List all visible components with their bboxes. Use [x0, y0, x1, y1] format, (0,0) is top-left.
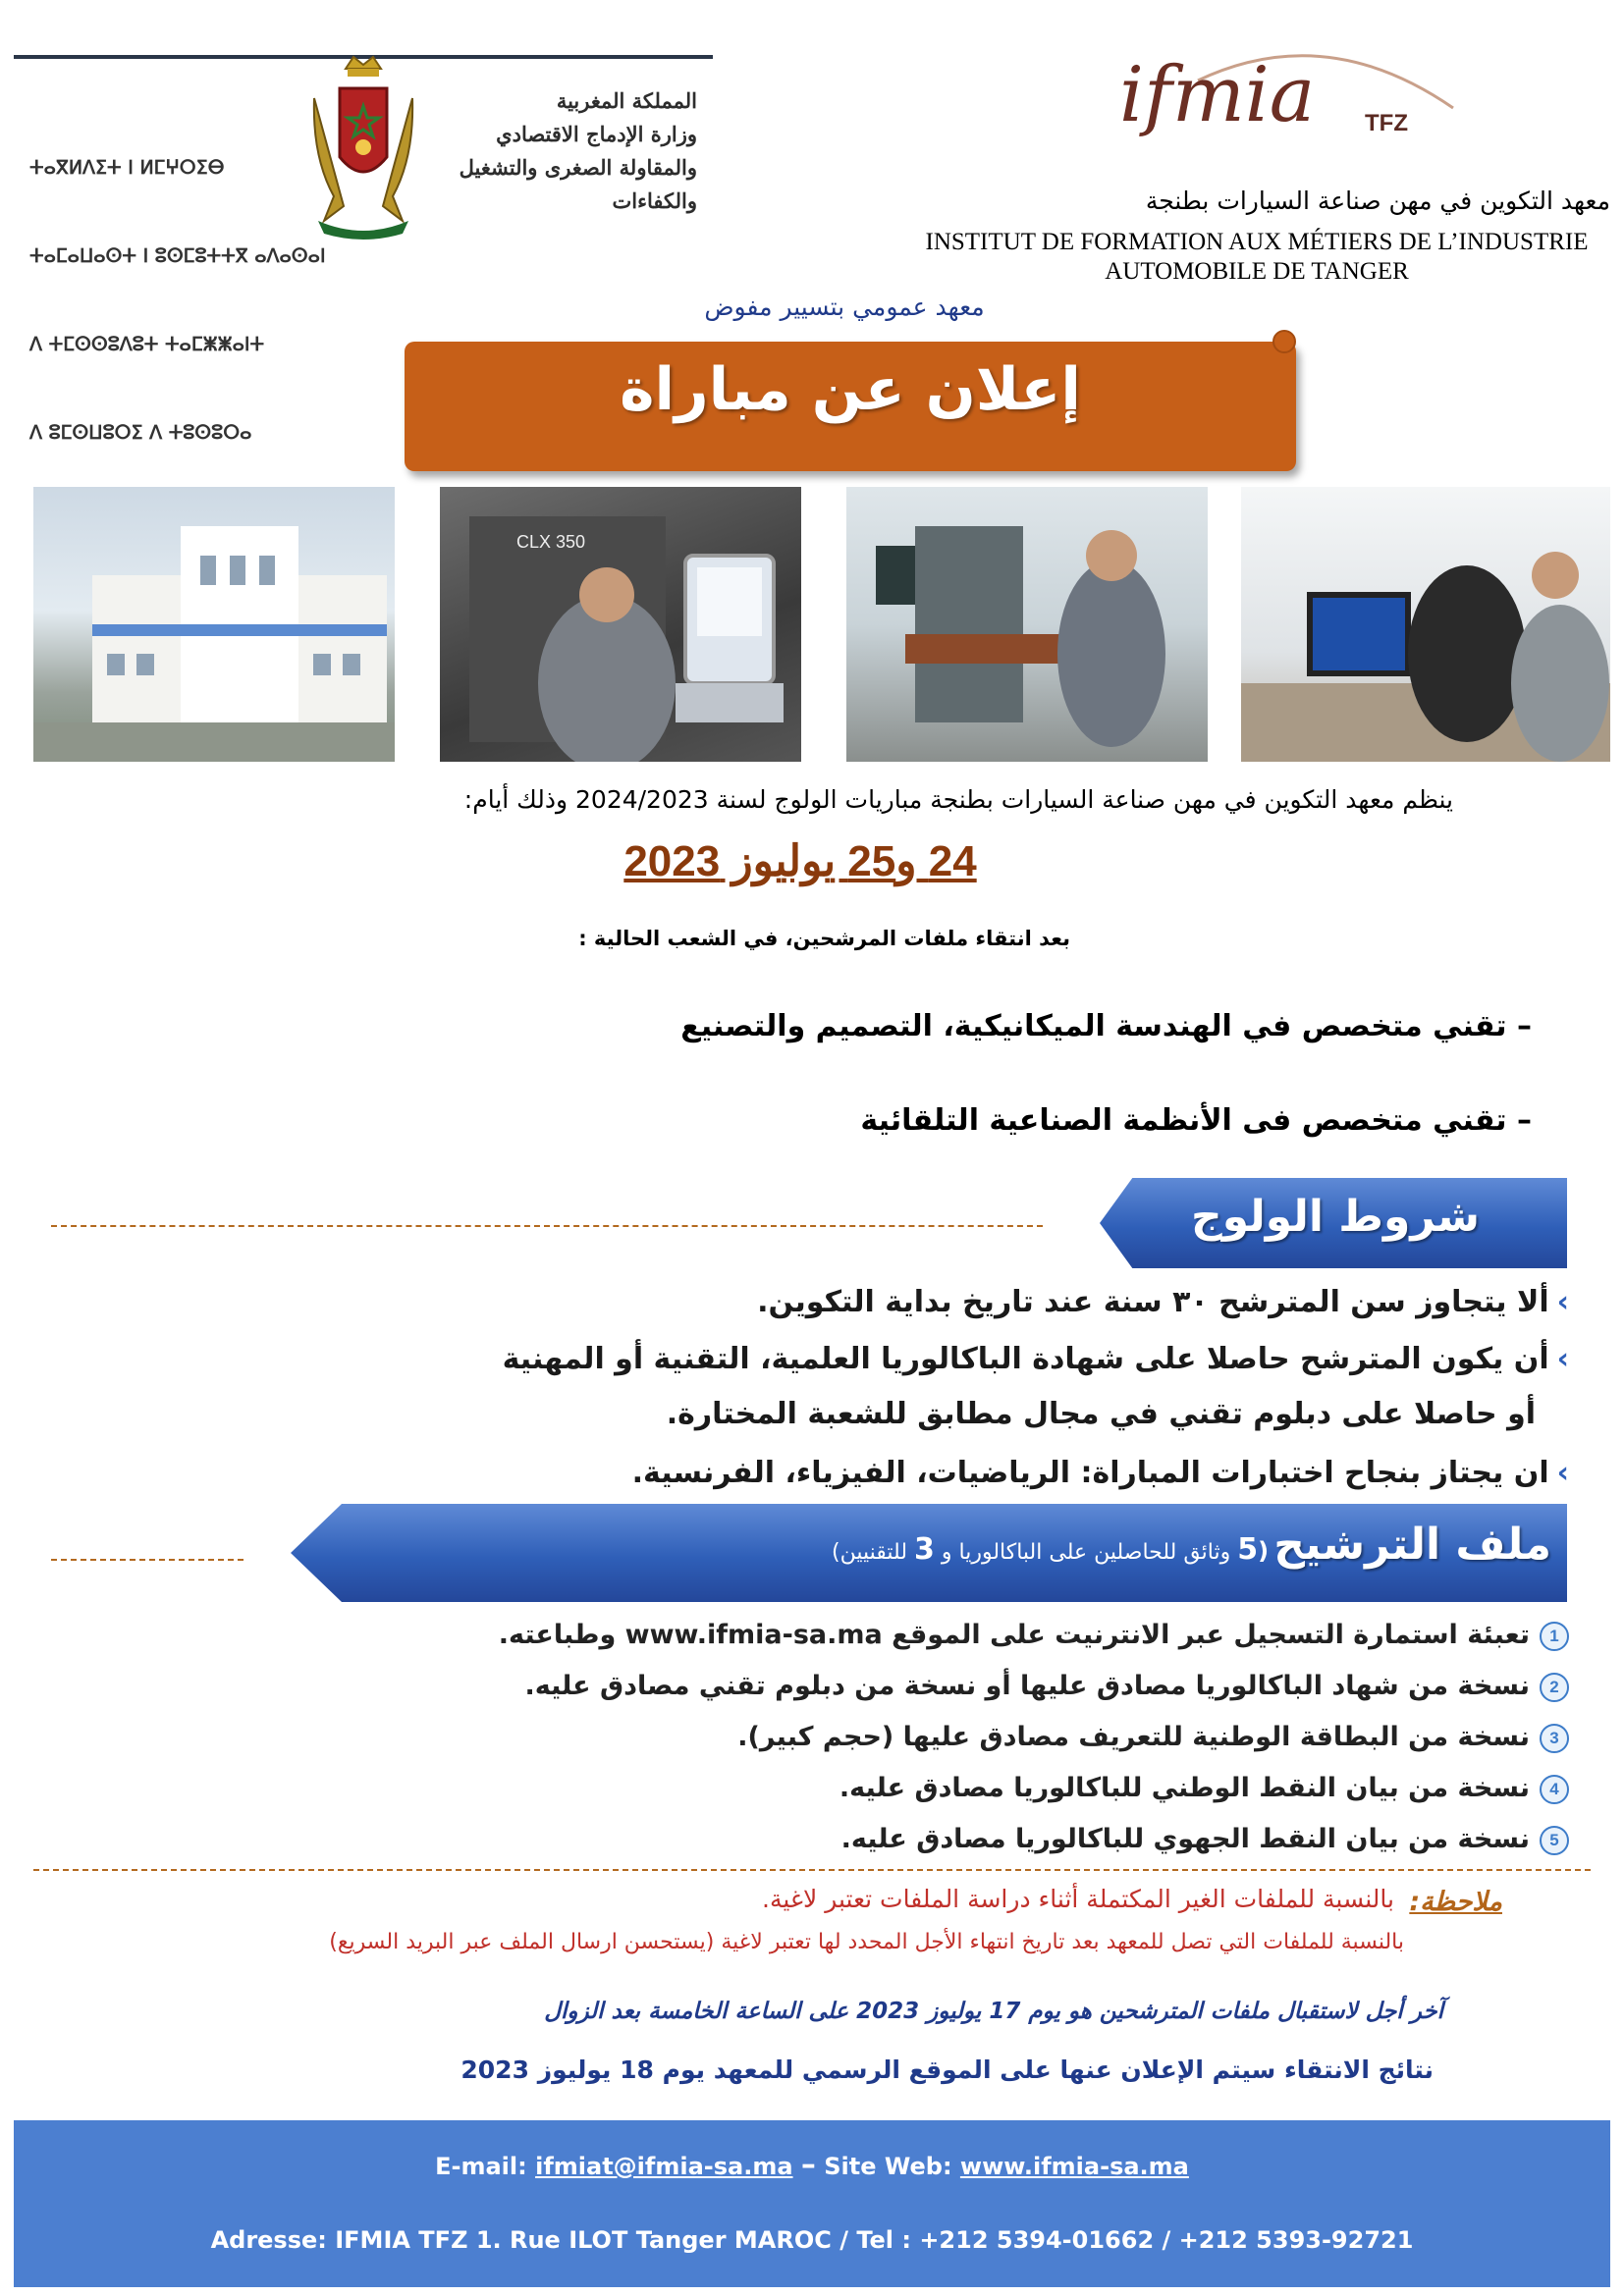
ifmia-logo-tfz: TFZ [1365, 110, 1408, 136]
condition-item-continued [416, 1392, 1536, 1437]
cnc-machine-photo [440, 487, 801, 762]
site-label: Site Web: [824, 2153, 952, 2180]
footer-contact-line [14, 2148, 1610, 2182]
condition-item [450, 1337, 1569, 1382]
dossier-subtitle: وثائق للحاصلين على الباكالوريا و [934, 1540, 1238, 1565]
document-text: نسخة من البطاقة الوطنية للتعريف مصادق عليها (حجم كبير). [737, 1722, 1530, 1752]
banner-title: إعلان عن مباراة [620, 355, 1081, 424]
kingdom-ministry-text [432, 84, 697, 218]
number-circle-icon: 4 [1540, 1775, 1569, 1804]
footer-separator: – [800, 2148, 816, 2182]
ifmia-logo: ifmia [1119, 51, 1316, 139]
email-link[interactable]: ifmiat@ifmia-sa.ma [535, 2153, 793, 2180]
document-text: تعبئة استمارة التسجيل عبر الانترنيت على الموقع www.ifmia-sa.ma وطباعته. [498, 1620, 1530, 1650]
institute-fr-line-1: INSTITUT DE FORMATION AUX MÉTIERS DE L’INDUSTRIE [925, 229, 1589, 255]
condition-item [450, 1280, 1569, 1325]
document-item [391, 1714, 1569, 1761]
section-divider [33, 1869, 1591, 1871]
coat-of-arms-emblem [304, 49, 422, 245]
number-circle-icon: 2 [1540, 1673, 1569, 1702]
milling-machine-photo [846, 487, 1208, 762]
dossier-title: ملف الترشيح [1273, 1520, 1551, 1570]
specialty-item: – تقني متخصص فى الأنظمة الصناعية التلقائية [860, 1103, 1532, 1138]
footer-address: Adresse: IFMIA TFZ 1. Rue ILOT Tanger MAROC / Tel : +212 5394-01662 / +212 5393-92721 [210, 2226, 1414, 2254]
dossier-count-tech: 3 [914, 1532, 935, 1567]
condition-text: ان يجتاز بنجاح اختبارات المباراة: الرياضيات، الفيزياء، الفرنسية. [631, 1456, 1549, 1490]
selection-note: بعد انتقاء ملفات المرشحين، في الشعب الحالية : [578, 927, 1070, 950]
contact-footer [14, 2120, 1610, 2287]
kingdom-line-1: المملكة المغربية [556, 88, 697, 113]
dossier-count-bac: 5 [1237, 1532, 1259, 1567]
section-divider [51, 1559, 244, 1561]
exam-date: 24 و25 يوليوز 2023 [623, 837, 977, 885]
document-item [391, 1612, 1569, 1659]
chevron-right-icon: › [1556, 1285, 1569, 1319]
number-circle-icon: 5 [1540, 1826, 1569, 1855]
tifinagh-ministry-text [29, 94, 326, 477]
cnc-machine-label: CLX 350 [516, 532, 586, 552]
deadline-text: آخر أجل لاستقبال ملفات المترشحين هو يوم 17 يوليوز 2023 على الساعة الخامسة بعد الزوال [544, 1999, 1443, 2024]
intro-text: ينظم معهد التكوين في مهن صناعة السيارات بطنجة مباريات الولوج لسنة 2024/2023 وذلك أيام: [463, 785, 1453, 814]
email-label: E-mail: [435, 2153, 527, 2180]
note-line-2: بالنسبة للملفات التي تصل للمعهد بعد تاريخ انتهاء الأجل المحدد لها تعتبر لاغية (يستحسن ارسال الملف عبر البريد السريع) [329, 1930, 1404, 1954]
document-item [391, 1765, 1569, 1812]
public-status-label: معهد عمومي بتسيير مفوض [704, 293, 985, 321]
institute-building-photo [33, 487, 395, 762]
note-line-1: بالنسبة للملفات الغير المكتملة أثناء دراسة الملفات تعتبر لاغية. [762, 1885, 1394, 1913]
document-item [391, 1663, 1569, 1710]
kingdom-line-3: والمقاولة الصغرى والتشغيل والكفاءات [459, 155, 697, 213]
dossier-subtitle-end: للتقنيين) [832, 1540, 915, 1565]
chevron-right-icon: › [1556, 1342, 1569, 1376]
institute-name-arabic: معهد التكوين في مهن صناعة السيارات بطنجة [1145, 187, 1610, 215]
note-label: ملاحظة: [1409, 1887, 1502, 1917]
document-item [391, 1816, 1569, 1863]
condition-text: أو حاصلا على دبلوم تقني في مجال مطابق للشعبة المختارة. [666, 1397, 1536, 1431]
number-circle-icon: 3 [1540, 1724, 1569, 1753]
document-text: نسخة من شهاد الباكالوريا مصادق عليها أو نسخة من دبلوم تقني مصادق عليه. [524, 1671, 1530, 1701]
number-circle-icon: 1 [1540, 1622, 1569, 1651]
document-text: نسخة من بيان النقط الجهوي للباكالوريا مصادق عليه. [840, 1824, 1530, 1854]
conditions-title: شروط الولوج [1190, 1192, 1480, 1242]
tifinagh-line-4: ⴷ ⵓⵎⵙⵡⵓⵔⵉ ⴷ ⵜⵓⵙⵓⵔⴰ [29, 422, 252, 444]
results-announcement: نتائج الانتقاء سيتم الإعلان عنها على الموقع الرسمي للمعهد يوم 18 يوليوز 2023 [460, 2056, 1434, 2084]
website-link[interactable]: www.ifmia-sa.ma [959, 2153, 1189, 2180]
computer-lab-photo [1241, 487, 1610, 762]
document-text: نسخة من بيان النقط الوطني للباكالوريا مصادق عليه. [839, 1773, 1530, 1803]
institute-name-french [884, 228, 1624, 287]
tifinagh-line-1: ⵜⴰⴳⵍⴷⵉⵜ ⵏ ⵍⵎⵖⵔⵉⴱ [29, 157, 225, 179]
institute-fr-line-2: AUTOMOBILE DE TANGER [1105, 258, 1409, 285]
condition-item [450, 1451, 1569, 1496]
condition-text: ألا يتجاوز سن المترشح ٣٠ سنة عند تاريخ بداية التكوين. [757, 1285, 1549, 1319]
dossier-title-row [353, 1520, 1551, 1570]
specialty-item: – تقني متخصص في الهندسة الميكانيكية، التصميم والتصنيع [680, 1009, 1532, 1043]
dossier-subtitle-open: ( [1258, 1537, 1270, 1565]
banner-curl [1272, 330, 1296, 353]
condition-text: أن يكون المترشح حاصلا على شهادة الباكالوريا العلمية، التقنية أو المهنية [502, 1342, 1549, 1376]
tifinagh-line-3: ⴷ ⵜⵎⵙⵙⵓⴷⵓⵜ ⵜⴰⵎⵥⵥⴰⵏⵜ [29, 334, 265, 355]
kingdom-line-2: وزارة الإدماج الاقتصادي [496, 122, 697, 146]
chevron-right-icon: › [1556, 1456, 1569, 1490]
section-divider [51, 1225, 1043, 1227]
tifinagh-line-2: ⵜⴰⵎⴰⵡⴰⵙⵜ ⵏ ⵓⵙⵎⵓⵜⵜⴳ ⴰⴷⴰⵙⴰⵏ [29, 245, 326, 267]
